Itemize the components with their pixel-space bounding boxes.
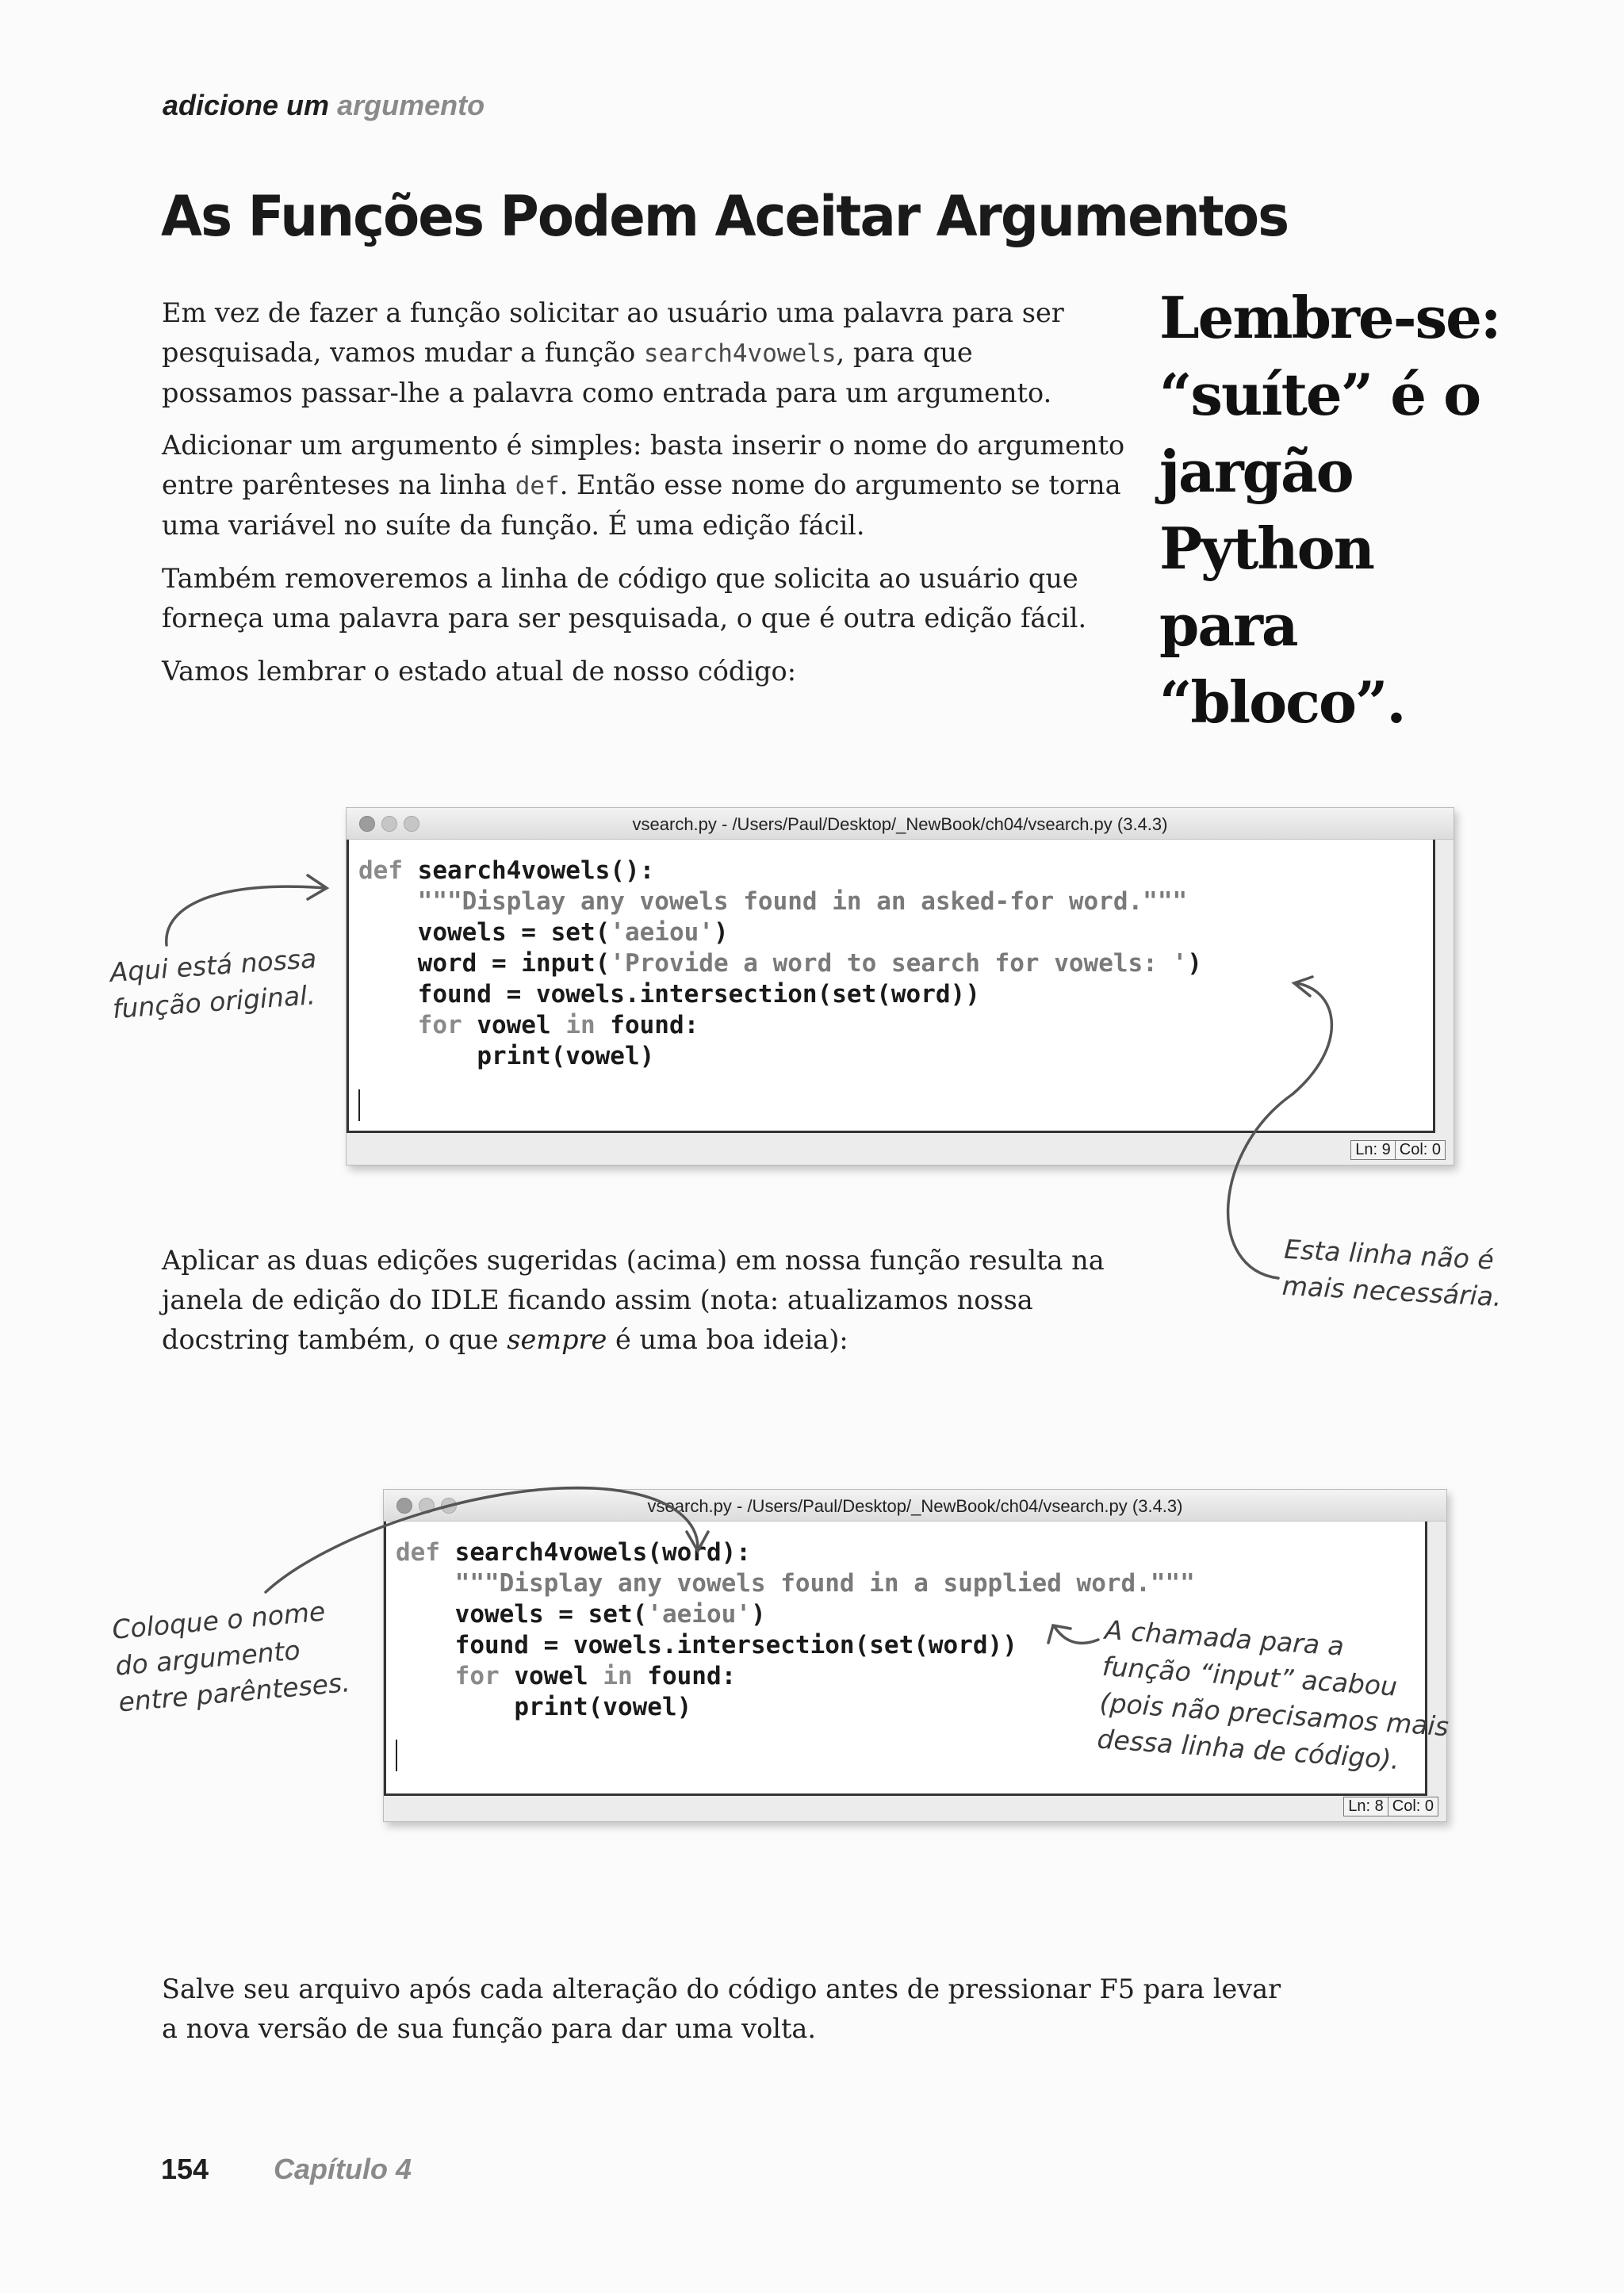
window-titlebar xyxy=(384,1490,1446,1522)
closing-paragraph: Salve seu arquivo após cada alteração do código antes de pressionar F5 para levar a nova versão de sua função para dar uma volta. xyxy=(162,1973,1281,2044)
code-block xyxy=(358,856,1202,1072)
code-line: def search4vowels(): xyxy=(358,856,655,885)
status-bar xyxy=(1344,1797,1438,1816)
code-line: def search4vowels(word): xyxy=(396,1538,751,1567)
code-line: word = input('Provide a word to search for vowels: ') xyxy=(417,949,1202,978)
code-line: vowels = set('aeiou') xyxy=(417,918,729,947)
page-number: 154 xyxy=(161,2153,209,2185)
inline-code: search4vowels xyxy=(643,339,837,368)
code-line: print(vowel) xyxy=(477,1042,655,1070)
code-line: print(vowel) xyxy=(514,1693,692,1721)
intro-paragraph-1: Em vez de fazer a função solicitar ao usuário uma palavra para ser pesquisada, vamos mudar a função search4vowels, para que possamos passar-lhe a palavra como entrada para um argumento. xyxy=(162,297,1064,408)
page-title: As Funções Podem Aceitar Argumentos xyxy=(161,184,1289,249)
running-header xyxy=(163,89,485,122)
text-cursor xyxy=(396,1740,397,1771)
code-line: vowels = set('aeiou') xyxy=(454,1600,766,1629)
window-title: vsearch.py - /Users/Paul/Desktop/_NewBook/ch04/vsearch.py (3.4.3) xyxy=(632,814,1168,834)
sidenote: Lembre-se: “suíte” é o jargão Python para “bloco”. xyxy=(1159,284,1500,736)
code-line: found = vowels.intersection(set(word)) xyxy=(454,1631,1017,1659)
intro-paragraph-2: Adicionar um argumento é simples: basta inserir o nome do argumento entre parênteses na linha def. Então esse nome do argumento se torna uma variável no suíte da função. É uma edição fácil. xyxy=(162,430,1125,541)
code-editor[interactable] xyxy=(347,840,1435,1133)
annotation-input-removed: A chamada para a função “input” acabou (pois não precisamos mais dessa linha de código). xyxy=(1096,1614,1450,1776)
annotation-original-function: Aqui está nossa função original. xyxy=(109,943,318,1024)
annotation-line-not-needed: Esta linha não é mais necessária. xyxy=(1281,1233,1503,1313)
code-line: for vowel in found: xyxy=(417,1011,699,1039)
intro-paragraph-3: Também removeremos a linha de código que solicita ao usuário que forneça uma palavra para ser pesquisada, o que é outra edição fácil. xyxy=(162,563,1087,634)
code-line: """Display any vowels found in an asked-for word.""" xyxy=(417,887,1188,916)
intro-paragraph-4: Vamos lembrar o estado atual de nosso código: xyxy=(162,656,796,687)
annotation-argument-name: Coloque o nome do argumento entre parênteses. xyxy=(110,1595,352,1718)
status-bar xyxy=(1351,1140,1446,1160)
header-part2: argumento xyxy=(337,89,485,121)
window-title: vsearch.py - /Users/Paul/Desktop/_NewBook/ch04/vsearch.py (3.4.3) xyxy=(647,1496,1183,1516)
text-cursor xyxy=(358,1089,360,1121)
idle-window-original xyxy=(346,807,1454,1166)
column-number: Col: 0 xyxy=(1388,1797,1438,1816)
inline-code: def xyxy=(515,472,560,500)
arrowhead xyxy=(308,875,327,899)
code-line: found = vowels.intersection(set(word)) xyxy=(417,980,980,1009)
column-number: Col: 0 xyxy=(1395,1140,1446,1160)
middle-paragraph: Aplicar as duas edições sugeridas (acima) em nossa função resulta na janela de edição do IDLE ficando assim (nota: atualizamos nossa docstring também, o que sempre é uma boa ideia): xyxy=(162,1245,1105,1355)
code-line: for vowel in found: xyxy=(454,1662,737,1690)
arrow-to-def xyxy=(167,886,325,945)
code-block xyxy=(396,1537,1195,1723)
header-part1: adicione um xyxy=(163,89,330,121)
line-number: Ln: 9 xyxy=(1350,1140,1395,1160)
window-titlebar xyxy=(347,808,1454,840)
code-line: """Display any vowels found in a supplied word.""" xyxy=(454,1569,1195,1598)
chapter-label: Capítulo 4 xyxy=(274,2153,412,2185)
line-number: Ln: 8 xyxy=(1343,1797,1388,1816)
